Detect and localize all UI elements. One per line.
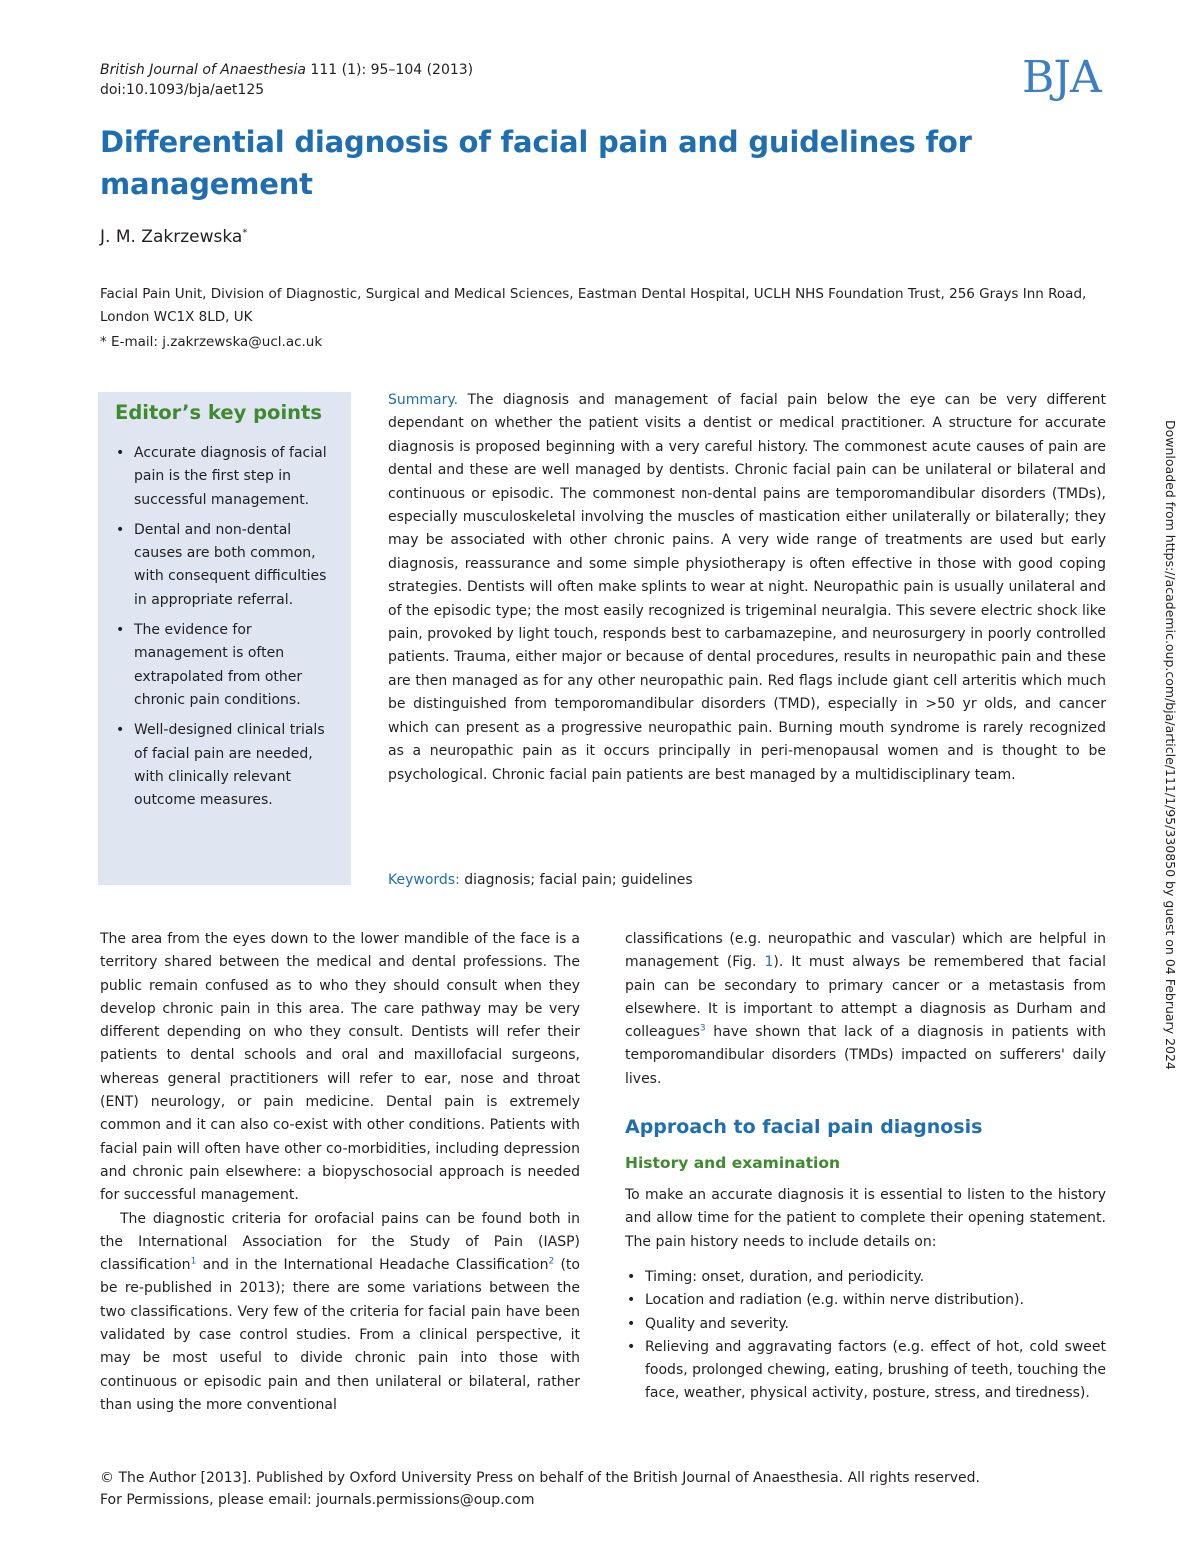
paragraph-text: classifications (e.g. neuropathic and vascular) which are helpful in management (Fig. (625, 931, 1106, 971)
editors-key-points-box (98, 392, 351, 885)
paragraph (625, 928, 1106, 1091)
paragraph-text: The diagnostic criteria for orofacial pains can be found both in the International Association for the Study of Pain (IASP) classification (100, 1210, 580, 1274)
reference-1[interactable]: 1 (190, 1256, 197, 1267)
doi[interactable]: doi:10.1093/bja/aet125 (100, 82, 265, 98)
key-point-item: • The evidence for management is often extrapolated from other chronic pain conditions. (114, 619, 342, 712)
author (100, 225, 247, 249)
body-left-column (100, 928, 580, 1417)
list-item: • Quality and severity. (625, 1313, 1106, 1336)
key-point-item: • Well-designed clinical trials of facial pain are needed, with clinically relevant outcome measures. (114, 719, 342, 812)
keywords-list: diagnosis; facial pain; guidelines (459, 872, 693, 888)
paragraph: To make an accurate diagnosis it is essential to listen to the history and allow time for the patient to complete their opening statement. The pain history needs to include details on: (625, 1187, 1106, 1250)
keywords-label: Keywords: (388, 872, 460, 888)
reference-3[interactable]: 3 (699, 1023, 706, 1034)
author-email[interactable]: * E-mail: j.zakrzewska@ucl.ac.uk (100, 334, 323, 350)
subsection-heading: History and examination (625, 1154, 841, 1172)
body-right-column (625, 928, 1106, 1091)
paragraph-text: ). It must always be remembered that facial pain can be secondary to primary cancer or a metastasis from elsewhere. It is important to attempt a diagnosis as Durham and colleagues (625, 954, 1107, 1041)
summary-label: Summary. (388, 392, 459, 408)
journal-logo: BJA (1022, 52, 1101, 103)
summary-text: The diagnosis and management of facial pain below the eye can be very different dependant on whether the patient visits a dentist or medical practitioner. A structure for accurate diagnosis is proposed beginning with a very careful history. The commonest acute causes of pain are dental and these are well managed by dentists. Chronic facial pain can be unilateral or bilateral and continuous or episodic. The commonest non-dental pains are temporomandibular disorders (TMDs), especially musculoskeletal involving the muscles of mastication either unilaterally or bilaterally; they may be associated with other chronic pains. A very wide range of treatments are used but early diagnosis, reassurance and some simple physiotherapy is often effective in those with good coping strategies. Dentists will often make splints to wear at night. Neuropathic pain is usually unilateral and of the episodic type; the most easily recognized is trigeminal neuralgia. This severe electric shock like pain, provoked by light touch, responds best to carbamazepine, and neurosurgery in poorly controlled patients. Trauma, either major or because of dental procedures, results in neuropathic pain and these are then managed as for any other neuropathic pain. Red flags include giant cell arteritis which much be distinguished from temporomandibular disorders (TMD), especially in >50 yr olds, and cancer which can present as a progressive neuropathic pain. Burning mouth syndrome is rarely recognized as a neuropathic pain as it occurs principally in peri-menopausal women and is thought to be psychological. Chronic facial pain patients are best managed by a multidisciplinary team. (388, 392, 1106, 783)
paragraph-text: and in the International Headache Classification (196, 1257, 549, 1274)
list-item: • Location and radiation (e.g. within nerve distribution). (625, 1289, 1106, 1312)
key-point-item: • Accurate diagnosis of facial pain is the first step in successful management. (114, 442, 342, 512)
author-mark: * (242, 227, 248, 239)
copyright-notice: © The Author [2013]. Published by Oxford University Press on behalf of the British Journal of Anaesthesia. All rights reserved. (100, 1470, 980, 1486)
key-points-heading: Editor’s key points (115, 401, 322, 424)
journal-volume: 111 (1): 95–104 (2013) (305, 62, 474, 78)
figure-reference[interactable]: 1 (764, 954, 774, 971)
paragraph: The area from the eyes down to the lower mandible of the face is a territory shared between the medical and dental professions. The public remain confused as to who they should consult when they develop chronic pain in this area. The care pathway may be very different depending on who they consult. Dentists will refer their patients to dental schools and oral and maxillofacial surgeons, whereas general practitioners will refer to ear, nose and throat (ENT) neurology, or pain medicine. Dental pain is extremely common and it can also co-exist with other conditions. Patients with facial pain will often have other co-morbidities, including depression and chronic pain elsewhere: a biopyschosocial approach is needed for successful management. (100, 931, 580, 1204)
key-point-item: • Dental and non-dental causes are both common, with consequent difficulties in appropriate referral. (114, 519, 342, 612)
paragraph-text: (to be re-published in 2013); there are some variations between the two classifications. Very few of the criteria for facial pain have been validated by case control studies. From a clinical perspective, it may be most useful to divide chronic pain into those with continuous or episodic pain and then unilateral or bilateral, rather than using the more conventional (100, 1257, 580, 1413)
author-name: J. M. Zakrzewska (100, 227, 243, 247)
download-notice-sidebar (1162, 420, 1182, 1120)
permissions-notice[interactable]: For Permissions, please email: journals.permissions@oup.com (100, 1492, 535, 1508)
key-points-list (114, 442, 342, 819)
paragraph (100, 1208, 580, 1418)
list-item: • Relieving and aggravating factors (e.g. effect of hot, cold sweet foods, prolonged chewing, eating, brushing of teeth, touching the face, weather, physical activity, posture, stress, and tiredness). (625, 1336, 1106, 1406)
paragraph-text: have shown that lack of a diagnosis in patients with temporomandibular disorders (TMDs) impacted on sufferers' daily lives. (625, 1024, 1106, 1087)
journal-name: British Journal of Anaesthesia (100, 62, 306, 78)
download-notice[interactable]: Downloaded from https://academic.oup.com/bja/article/111/1/95/330850 by guest on 04 February 2024 (1163, 420, 1178, 1070)
affiliation: Facial Pain Unit, Division of Diagnostic, Surgical and Medical Sciences, Eastman Dental Hospital, UCLH NHS Foundation Trust, 256 Grays Inn Road, London WC1X 8LD, UK (100, 286, 1087, 325)
section-heading: Approach to facial pain diagnosis (625, 1116, 983, 1138)
article-title: Differential diagnosis of facial pain and guidelines for management (100, 125, 972, 201)
reference-2[interactable]: 2 (548, 1256, 555, 1267)
journal-citation (100, 60, 473, 80)
summary (388, 389, 1106, 787)
keywords (388, 869, 693, 891)
list-item: • Timing: onset, duration, and periodicity. (625, 1266, 1106, 1289)
history-details-list (625, 1266, 1106, 1406)
